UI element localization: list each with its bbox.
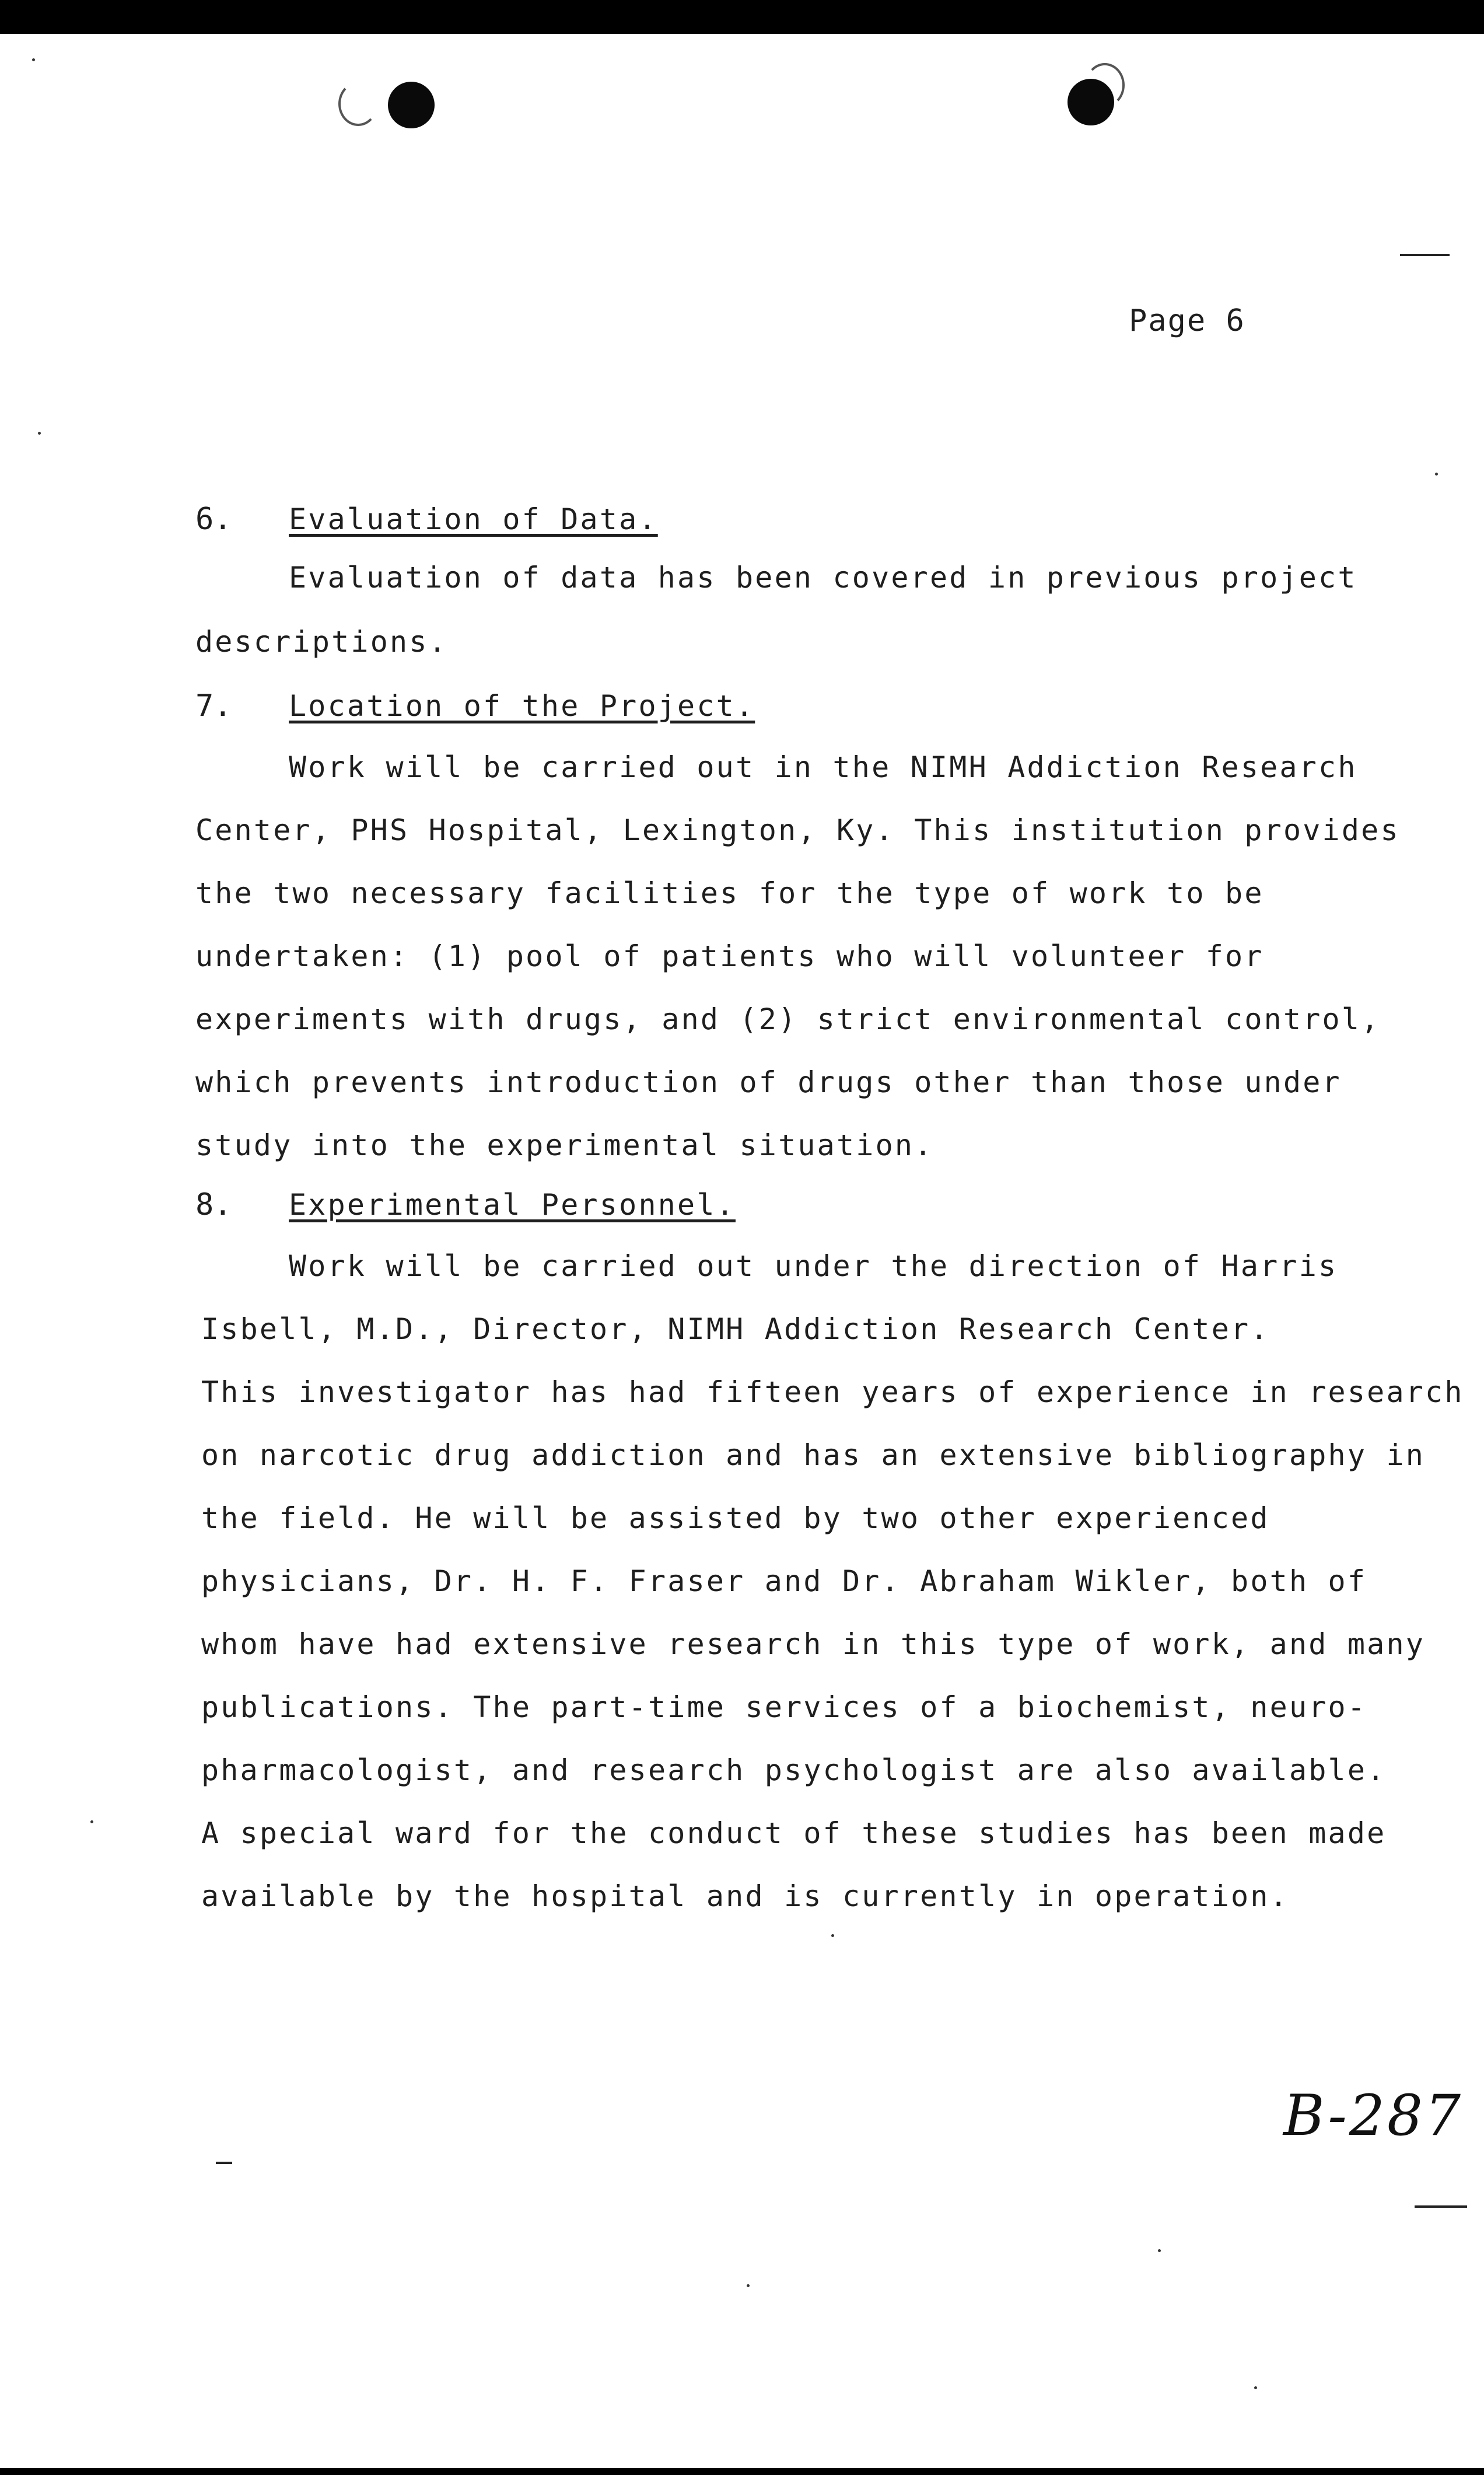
scan-speck bbox=[831, 1934, 834, 1937]
scan-speck bbox=[90, 1820, 93, 1823]
body-line: undertaken: (1) pool of patients who will volunteer for bbox=[195, 939, 1264, 973]
scan-bottom-border bbox=[0, 2468, 1484, 2475]
body-line: descriptions. bbox=[195, 625, 448, 659]
punch-hole-shadow-left bbox=[338, 82, 378, 126]
body-line: the field. He will be assisted by two other experienced bbox=[201, 1501, 1270, 1535]
scan-top-border bbox=[0, 0, 1484, 34]
page-number: Page 6 bbox=[1129, 303, 1245, 338]
scan-speck bbox=[32, 58, 35, 61]
section-title: Evaluation of Data. bbox=[289, 502, 658, 536]
body-line: Work will be carried out under the direction of Harris bbox=[289, 1249, 1338, 1283]
scan-speck bbox=[1435, 473, 1438, 476]
body-line: available by the hospital and is currently in operation. bbox=[201, 1879, 1289, 1913]
section-number: 8. bbox=[195, 1187, 232, 1222]
body-line: experiments with drugs, and (2) strict environmental control, bbox=[195, 1002, 1381, 1036]
body-line: Isbell, M.D., Director, NIMH Addiction Research Center. bbox=[201, 1312, 1270, 1346]
body-line: on narcotic drug addiction and has an extensive bibliography in bbox=[201, 1438, 1426, 1472]
section-number: 7. bbox=[195, 688, 232, 723]
section-title: Experimental Personnel. bbox=[289, 1188, 736, 1222]
body-line: the two necessary facilities for the type of work to be bbox=[195, 876, 1264, 910]
section-number: 6. bbox=[195, 502, 232, 537]
punch-hole-left bbox=[388, 82, 435, 128]
scan-mark bbox=[216, 2162, 232, 2164]
scan-speck bbox=[1158, 2249, 1161, 2252]
body-line: Work will be carried out in the NIMH Addiction Research bbox=[289, 750, 1357, 784]
body-line: A special ward for the conduct of these studies has been made bbox=[201, 1816, 1387, 1850]
body-line: Center, PHS Hospital, Lexington, Ky. This institution provides bbox=[195, 813, 1400, 847]
body-line: This investigator has had fifteen years of experience in research bbox=[201, 1375, 1464, 1409]
body-line: study into the experimental situation. bbox=[195, 1128, 934, 1162]
body-line: whom have had extensive research in this type of work, and many bbox=[201, 1627, 1426, 1661]
body-line: physicians, Dr. H. F. Fraser and Dr. Abraham Wikler, both of bbox=[201, 1564, 1367, 1598]
scan-mark bbox=[1415, 2205, 1467, 2208]
scan-speck bbox=[1254, 2386, 1257, 2389]
body-line: Evaluation of data has been covered in previous project bbox=[289, 561, 1357, 595]
body-line: which prevents introduction of drugs other than those under bbox=[195, 1065, 1342, 1099]
section-title: Location of the Project. bbox=[289, 689, 755, 723]
handwritten-code: B-287 bbox=[1283, 2083, 1463, 2148]
punch-hole-shadow-right bbox=[1085, 63, 1125, 107]
body-line: publications. The part-time services of a biochemist, neuro- bbox=[201, 1690, 1367, 1724]
body-line: pharmacologist, and research psychologist are also available. bbox=[201, 1753, 1387, 1787]
scan-speck bbox=[747, 2284, 750, 2287]
scan-mark bbox=[1400, 254, 1450, 256]
scan-speck bbox=[38, 432, 41, 435]
